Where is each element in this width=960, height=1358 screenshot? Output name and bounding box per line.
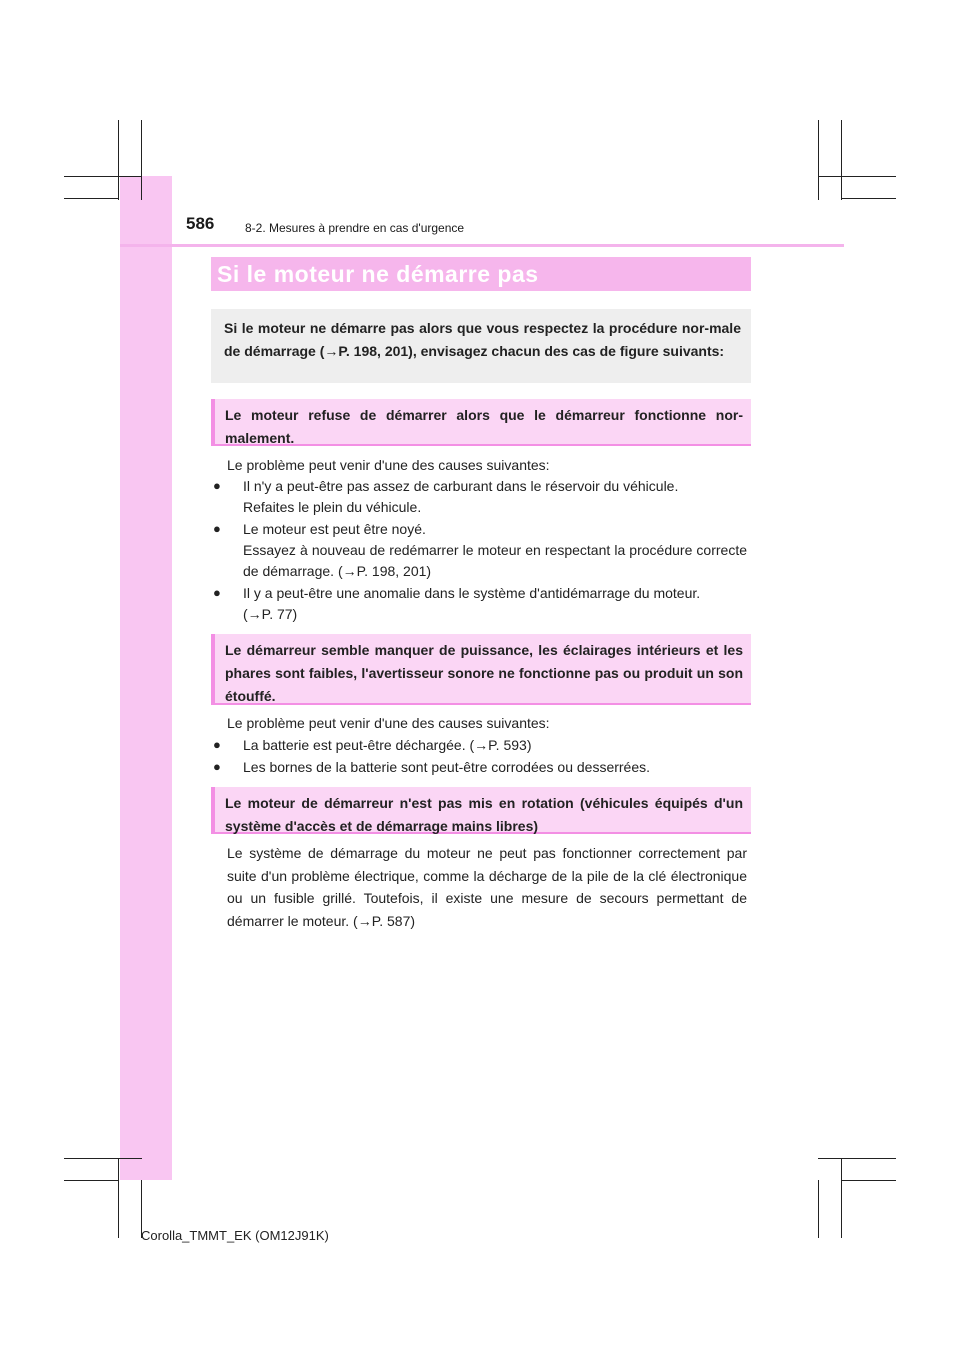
crop-mark [141,120,142,200]
crop-mark [64,1180,118,1181]
case-2-lead: Le problème peut venir d'une des causes suivantes: [227,715,550,731]
crop-mark [842,1180,896,1181]
case-2-item-2: Les bornes de la batterie sont peut-être corrodées ou desserrées. [243,759,651,775]
footer-doc-id: Corolla_TMMT_EK (OM12J91K) [141,1228,329,1243]
case-2-item-1: La batterie est peut-être déchargée. (→P. 593) [243,737,532,753]
case-1-lead: Le problème peut venir d'une des causes suivantes: [227,457,550,473]
case-1-item-3-line2: (→P. 77) [243,606,298,622]
crop-mark [841,1158,842,1238]
crop-mark [64,198,118,199]
case-heading-1 [211,399,751,446]
case-1-item-1 [243,476,747,518]
case-3-body: Le système de démarrage du moteur ne peut pas fonctionner correctement par suite d'un problème électrique, comme la décharge de la pile de la clé électronique ou un fusible grillé. Toutefois, il existe une mesure de secours permettant de démarrer le moteur. (→P. 587) [227,845,747,929]
crop-mark [818,120,819,200]
case-heading-2 [211,634,751,705]
page-number: 586 [186,214,215,233]
bullet-icon: ● [213,585,221,600]
section-title: Si le moteur ne démarre pas [211,257,751,291]
crop-mark [818,1158,896,1159]
header-divider [120,244,844,247]
intro-box [211,309,751,383]
case-1-item-2 [243,519,747,582]
case-heading-3-text: Le moteur de démarreur n'est pas mis en rotation (véhicules équipés d'un système d'accès et de démarrage mains libres) [225,795,743,834]
crop-mark [64,1158,142,1159]
case-1-item-1-line2: Refaites le plein du véhicule. [243,499,422,515]
bullet-icon: ● [213,521,221,536]
case-heading-2-text: Le démarreur semble manquer de puissance, les éclairages intérieurs et les phares sont faibles, l'avertisseur sonore ne fonctionne pas ou produit un son étouffé. [225,642,743,704]
chapter-title: 8-2. Mesures à prendre en cas d'urgence [245,221,465,235]
bullet-icon: ● [213,759,221,774]
case-1-item-2-line1: Le moteur est peut être noyé. [243,521,426,537]
case-1-item-1-line1: Il n'y a peut-être pas assez de carburant dans le réservoir du véhicule. [243,478,679,494]
case-heading-3 [211,787,751,834]
case-heading-1-text: Le moteur refuse de démarrer alors que le démarreur fonctionne nor-malement. [225,407,743,446]
crop-mark [118,120,119,200]
case-1-item-3 [243,583,747,625]
bullet-icon: ● [213,737,221,752]
crop-mark [841,120,842,200]
crop-mark [118,1158,119,1238]
bullet-icon: ● [213,478,221,493]
crop-mark [818,1180,819,1238]
intro-text: Si le moteur ne démarre pas alors que vous respectez la procédure nor-male de démarrage (→P. 198, 201), envisagez chacun des cas de figure suivants: [224,320,741,359]
crop-mark [818,176,896,177]
case-1-item-2-line2: Essayez à nouveau de redémarrer le moteur en respectant la procédure correcte de démarrage. (→P. 198, 201) [243,542,747,579]
crop-mark [841,198,896,199]
pink-side-tab [120,176,172,1180]
case-1-item-3-line1: Il y a peut-être une anomalie dans le système d'antidémarrage du moteur. [243,585,701,601]
crop-mark [64,176,142,177]
